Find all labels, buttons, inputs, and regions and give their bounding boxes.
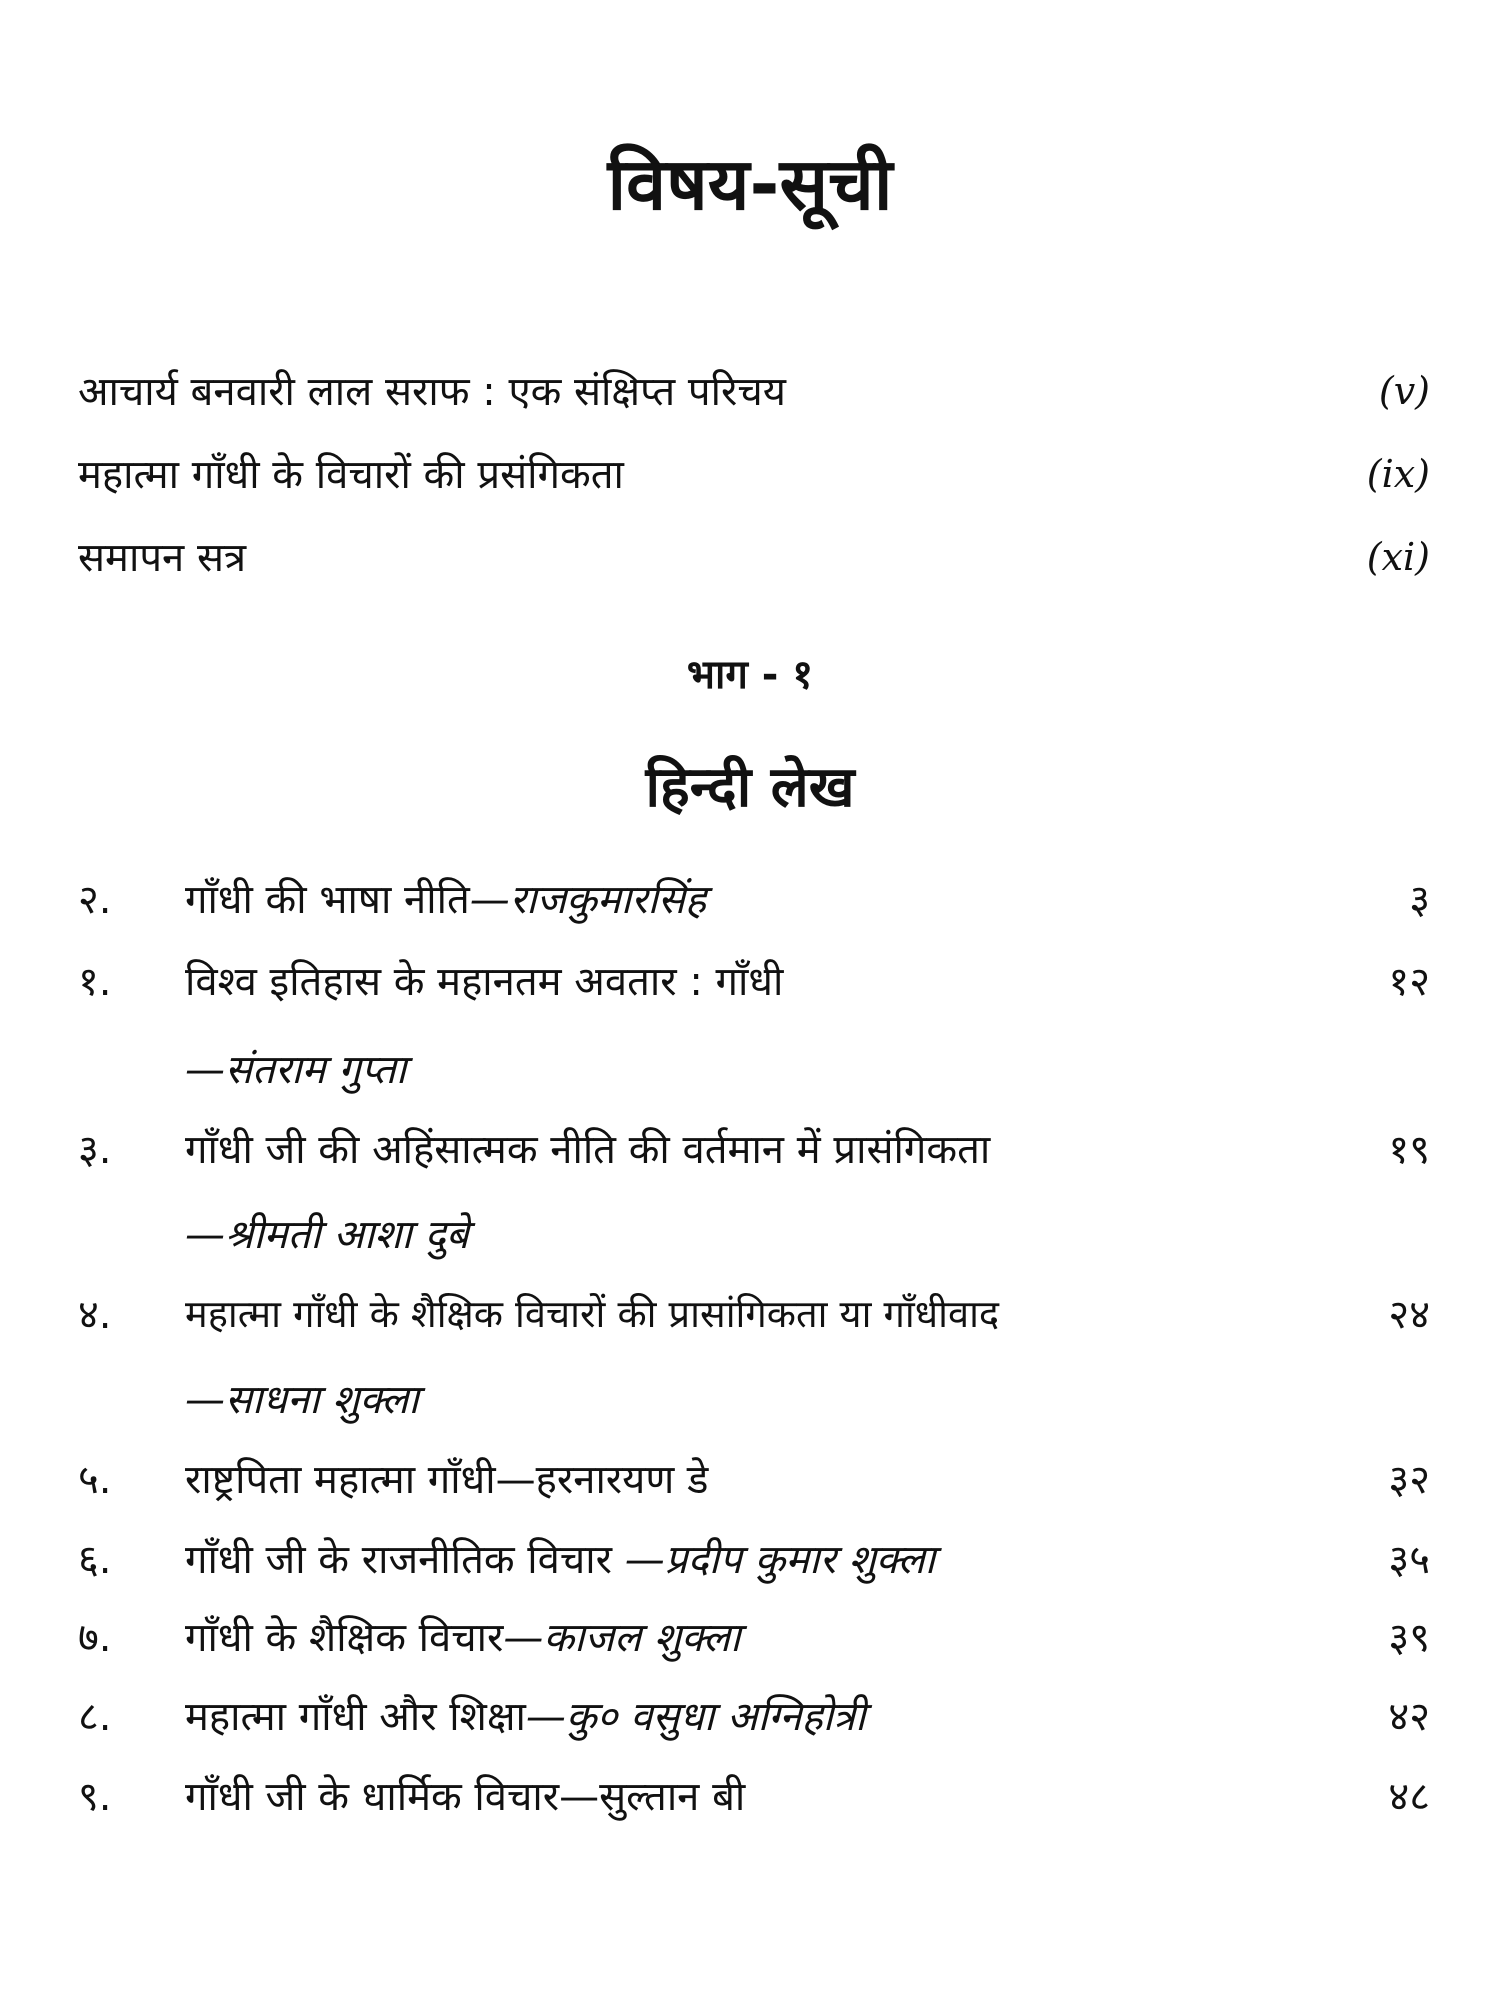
entry-number: ५. — [78, 1457, 112, 1503]
author-dash: — — [495, 1457, 536, 1503]
entry-page: ३ — [1409, 877, 1430, 923]
front-matter-page: (v) — [1378, 369, 1430, 413]
author-dash: — — [185, 1377, 225, 1423]
front-matter-page: (ix) — [1366, 452, 1430, 496]
section-title: हिन्दी लेख — [645, 755, 855, 820]
entry-author: काजल शुक्ला — [543, 1615, 741, 1661]
entry-title: गाँधी की भाषा नीति — [185, 877, 470, 923]
entry-author: साधना शुक्ला — [225, 1377, 419, 1423]
entry-author: प्रदीप कुमार शुक्ला — [664, 1537, 936, 1583]
front-matter-row — [78, 369, 1430, 415]
entry-author: सुल्तान बी — [599, 1774, 746, 1820]
author-dash: — — [185, 1212, 225, 1258]
entry-title: राष्ट्रपिता महात्मा गाँधी — [185, 1457, 496, 1503]
entry-author: राजकुमारसिंह — [509, 877, 707, 923]
front-matter-title: महात्मा गाँधी के विचारों की प्रसंगिकता — [78, 452, 624, 498]
front-matter-page: (xi) — [1366, 535, 1430, 579]
entry-page: ३५ — [1388, 1537, 1430, 1583]
entry-title: गाँधी जी के राजनीतिक विचार — [185, 1537, 625, 1583]
entry-page: ४२ — [1388, 1694, 1430, 1740]
toc-entry — [0, 1537, 1500, 1590]
entry-number: ८. — [78, 1694, 112, 1740]
front-matter-row — [78, 535, 1430, 581]
entry-number: ७. — [78, 1615, 112, 1661]
page-title: विषय-सूची — [607, 142, 893, 226]
entry-number: ४. — [78, 1292, 112, 1338]
entry-page: २४ — [1388, 1292, 1430, 1338]
entry-author: हरनारयण डे — [535, 1457, 709, 1503]
toc-entry — [0, 1127, 1500, 1180]
entry-author: श्रीमती आशा दुबे — [225, 1212, 469, 1258]
author-dash: — — [525, 1694, 566, 1740]
toc-entry — [0, 1292, 1500, 1345]
entry-title-line — [185, 1537, 936, 1583]
entry-number: ३. — [78, 1127, 112, 1173]
entry-title: गाँधी के शैक्षिक विचार — [185, 1615, 504, 1661]
entry-title: विश्व इतिहास के महानतम अवतार : गाँधी — [185, 959, 784, 1005]
entry-title-line — [185, 877, 707, 923]
toc-entry — [0, 959, 1500, 1012]
entry-title-line — [185, 1457, 709, 1503]
entry-number: ९. — [78, 1774, 112, 1820]
entry-number: २. — [78, 877, 112, 923]
entry-title: गाँधी जी के धार्मिक विचार — [185, 1774, 560, 1820]
entry-author-line — [185, 1212, 469, 1258]
part-label: भाग - १ — [686, 652, 814, 698]
entry-title-line — [185, 1615, 741, 1661]
entry-author: कु० वसुधा अग्निहोत्री — [565, 1694, 866, 1740]
author-dash: — — [185, 1047, 225, 1093]
entry-title: महात्मा गाँधी और शिक्षा — [185, 1694, 526, 1740]
entry-title: गाँधी जी की अहिंसात्मक नीति की वर्तमान में प्रासंगिकता — [185, 1127, 991, 1173]
toc-entry — [0, 1774, 1500, 1827]
entry-number: १. — [78, 959, 112, 1005]
toc-entry — [0, 1615, 1500, 1668]
front-matter-title: आचार्य बनवारी लाल सराफ : एक संक्षिप्त परिचय — [78, 369, 786, 415]
author-dash: — — [469, 877, 510, 923]
entry-number: ६. — [78, 1537, 112, 1583]
author-dash: — — [503, 1615, 544, 1661]
front-matter-row — [78, 452, 1430, 498]
entry-title: महात्मा गाँधी के शैक्षिक विचारों की प्रासांगिकता या गाँधीवाद — [185, 1292, 1000, 1336]
entry-author: संतराम गुप्ता — [225, 1047, 407, 1093]
entry-page: १९ — [1388, 1127, 1430, 1173]
author-dash: — — [624, 1537, 665, 1583]
entry-title-line — [185, 1694, 866, 1740]
entry-page: ४८ — [1388, 1774, 1430, 1820]
entry-author-line — [185, 1377, 419, 1423]
author-dash: — — [559, 1774, 600, 1820]
toc-entry — [0, 1694, 1500, 1747]
entry-title-line — [185, 1774, 746, 1820]
entry-author-line — [185, 1047, 407, 1093]
toc-entry — [0, 877, 1500, 930]
entry-page: ३२ — [1388, 1457, 1430, 1503]
entry-page: ३९ — [1388, 1615, 1430, 1661]
entry-page: १२ — [1388, 959, 1430, 1005]
toc-entry — [0, 1457, 1500, 1510]
front-matter-title: समापन सत्र — [78, 535, 247, 581]
